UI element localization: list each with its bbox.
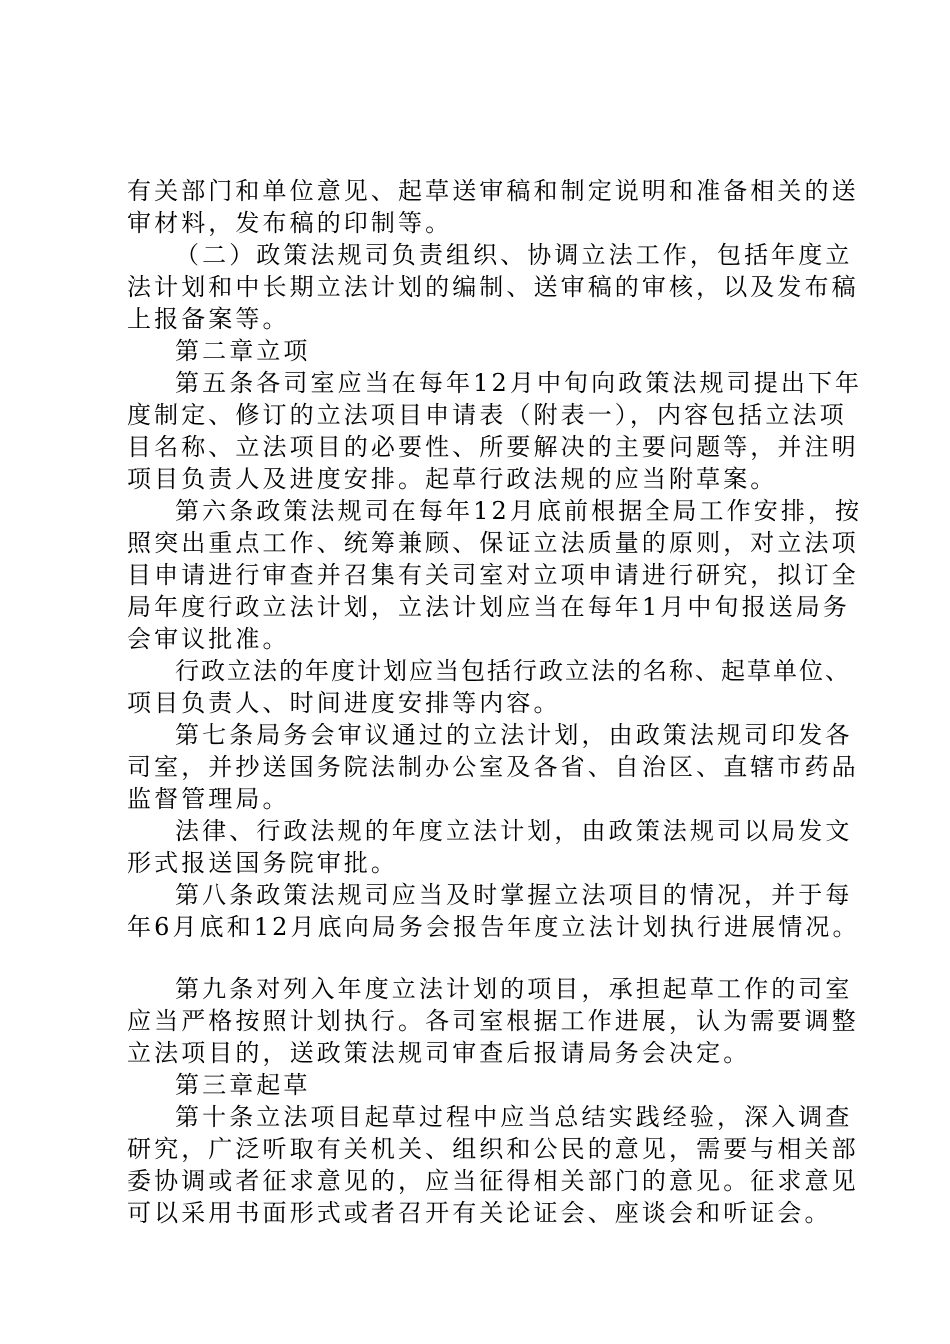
text-line: 第六条政策法规司在每年12月底前根据全局工作安排，按 xyxy=(175,497,863,525)
text-line: 立法项目的，送政策法规司审查后报请局务会决定。 xyxy=(127,1039,751,1067)
text-line: 上报备案等。 xyxy=(127,305,290,333)
text-line: 项目负责人及进度安排。起草行政法规的应当附草案。 xyxy=(127,465,778,493)
text-line: 形式报送国务院审批。 xyxy=(127,849,398,877)
text-line: 目名称、立法项目的必要性、所要解决的主要问题等，并注明 xyxy=(127,433,859,461)
text-line: 研究，广泛听取有关机关、组织和公民的意见，需要与相关部 xyxy=(127,1135,859,1163)
text-line: 有关部门和单位意见、起草送审稿和制定说明和准备相关的送 xyxy=(127,177,859,205)
text-line: （二）政策法规司负责组织、协调立法工作，包括年度立 xyxy=(175,241,853,269)
chapter-heading: 第二章立项 xyxy=(175,337,311,365)
chapter-heading: 第三章起草 xyxy=(175,1071,311,1099)
text-line: 第十条立法项目起草过程中应当总结实践经验，深入调查 xyxy=(175,1103,853,1131)
text-line: 照突出重点工作、统筹兼顾、保证立法质量的原则，对立法项 xyxy=(127,529,859,557)
text-line: 可以采用书面形式或者召开有关论证会、座谈会和听证会。 xyxy=(127,1199,832,1227)
text-line: 监督管理局。 xyxy=(127,785,290,813)
text-line: 委协调或者征求意见的，应当征得相关部门的意见。征求意见 xyxy=(127,1167,859,1195)
text-line: 法计划和中长期立法计划的编制、送审稿的审核，以及发布稿 xyxy=(127,273,859,301)
text-line: 第九条对列入年度立法计划的项目，承担起草工作的司室 xyxy=(175,975,853,1003)
text-line: 会审议批准。 xyxy=(127,625,290,653)
text-line: 第五条各司室应当在每年12月中旬向政策法规司提出下年 xyxy=(175,369,863,397)
text-line: 项目负责人、时间进度安排等内容。 xyxy=(127,689,561,717)
text-line: 应当严格按照计划执行。各司室根据工作进展，认为需要调整 xyxy=(127,1007,859,1035)
text-line: 第七条局务会审议通过的立法计划，由政策法规司印发各 xyxy=(175,721,853,749)
text-line: 审材料，发布稿的印制等。 xyxy=(127,209,453,237)
text-line: 第八条政策法规司应当及时掌握立法项目的情况，并于每 xyxy=(175,881,853,909)
text-line: 法律、行政法规的年度立法计划，由政策法规司以局发文 xyxy=(175,817,853,845)
text-line: 局年度行政立法计划，立法计划应当在每年1月中旬报送局务 xyxy=(127,593,850,621)
text-line: 目申请进行审查并召集有关司室对立项申请进行研究，拟订全 xyxy=(127,561,859,589)
text-line: 司室，并抄送国务院法制办公室及各省、自治区、直辖市药品 xyxy=(127,753,859,781)
text-line: 行政立法的年度计划应当包括行政立法的名称、起草单位、 xyxy=(175,657,851,685)
text-line: 年6月底和12月底向局务会报告年度立法计划执行进展情况。 xyxy=(127,913,860,941)
text-line: 度制定、修订的立法项目申请表（附表一），内容包括立法项 xyxy=(127,401,847,429)
